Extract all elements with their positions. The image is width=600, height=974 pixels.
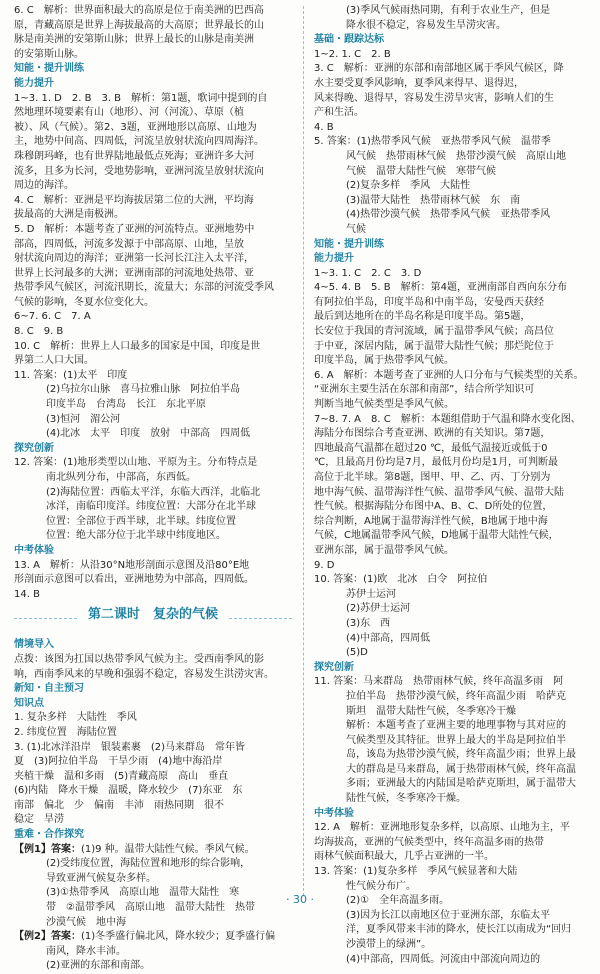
text-line: 洋，夏季风带来丰沛的降水，使长江以南成为“回归: [346, 924, 572, 936]
answer-label: 【例1】答案：: [14, 843, 81, 855]
text-line: 【例2】答案：(1)冬季盛行偏北风，降水较少；夏季盛行偏: [14, 931, 276, 943]
text-line: 带 ②温带季风 高原山地 温带大陆性 热带: [46, 902, 255, 914]
text-line: 10. 答案：(1)欧 北冰 白令 阿拉伯: [314, 574, 488, 586]
section-heading: 知能・提升训练: [314, 238, 384, 250]
column-divider: [303, 6, 304, 896]
text-line: 3. C 解析：亚洲的东部和南部地区属于季风气候区，降: [314, 63, 564, 75]
text-line: 冰洋，南临印度洋。纬度位置：大部分在北半球: [46, 501, 256, 513]
text-line: 3. (1)北冰洋沿岸 银装素裹 (2)马来群岛 常年皆: [14, 741, 246, 753]
text-line: 多雨；亚洲最大的内陆国是哈萨克斯坦，属于温带大: [346, 778, 576, 790]
section-heading: 探究创新: [14, 442, 54, 454]
text-line: 稳定 旱涝: [14, 814, 64, 826]
text-line: 射状流向周边的海洋；亚洲第一长河长江注入太平洋，: [14, 253, 254, 265]
text-line: 位置：绝大部分位于北半球中纬度地区。: [46, 530, 226, 542]
text-line: 14. B: [14, 588, 40, 600]
text-line: (3)①热带季风 高原山地 温带大陆性 寒: [46, 887, 240, 899]
text-line: 气候 温带大陆性气候 寒带气候: [346, 165, 496, 177]
text-line: 雨林气候面积最大，几乎占亚洲的一半。: [314, 851, 494, 863]
section-heading: 新知・自主预习: [14, 683, 84, 695]
text-line: 12. A 解析：亚洲地形复杂多样，以高原、山地为主，平: [314, 822, 570, 834]
text-line: 主，地势中间高、四周低，河流呈放射状流向四周海洋。: [14, 136, 264, 148]
text-line: 南北纵列分布，中部高，东西低。: [46, 472, 196, 483]
lesson-title: 第二课时 复杂的气候: [78, 608, 228, 623]
left-post-section: [14, 638, 292, 974]
text-line: 热带季风气候区，河流汛期长，流量大；东部的河流受季风: [14, 282, 274, 294]
text-line: 降水很不稳定，容易发生旱涝灾害。: [346, 19, 506, 31]
text-line: (5)D: [346, 647, 368, 659]
text-line: 的安第斯山脉。: [14, 48, 84, 60]
text-line: 部高，四周低，河流多发源于中部高原、山地，呈放: [14, 238, 244, 250]
text-line: 6~7. 6. C 7. A: [14, 311, 91, 323]
text-line: (3)东 西: [346, 617, 391, 629]
right-column: [314, 4, 590, 967]
text-line: 亚洲东部，属于温带季风气候。: [314, 544, 454, 556]
section-heading: 情境导入: [14, 639, 54, 651]
text-line: 【例1】答案：(1)9 种。温带大陆性气候。季风气候。: [14, 843, 255, 855]
text-line: 世界上长河最多的大洲；亚洲南部的河流地处热带、亚: [14, 267, 254, 279]
text-line: 13. 答案：(1)复杂多样 季风气候显著和大陆: [314, 866, 518, 878]
text-line: 拉伯半岛 热带沙漠气候，终年高温少雨 哈萨克: [346, 690, 566, 702]
text-line: 大的群岛是马来群岛，属于热带雨林气候，终年高温: [346, 763, 576, 775]
text-line: 风气候 热带雨林气候 热带沙漠气候 高原山地: [346, 150, 566, 162]
text-line: 南部 偏北 少 偏南 丰沛 雨热同期 很不: [14, 799, 224, 811]
text-line: 均海拔高，亚洲的气候类型中，终年高温多雨的热带: [314, 836, 544, 848]
text-line: 13. A 解析：从沿30°N地形剖面示意图及沿80°E地: [14, 559, 250, 571]
text-line: 高位于北半球。第8题，图甲、甲、乙、丙、丁分别为: [314, 472, 551, 483]
text-line: (3)季风气候雨热同期，有利于农业生产，但是: [346, 5, 551, 16]
text-line: 流多，且多为长河，受地势影响，亚洲河流呈放射状流向: [14, 165, 264, 177]
left-pre-section: [14, 4, 292, 602]
text-line: 形剖面示意图可以看出，亚洲地势为中部高，四周低。: [14, 574, 254, 586]
section-heading: 探究创新: [314, 661, 354, 673]
right-section: [314, 4, 590, 967]
section-heading: 能力提升: [314, 253, 354, 265]
text-line: (2)① 全年高温多雨。: [346, 895, 450, 907]
answer-label: 【例2】答案：: [14, 931, 81, 943]
text-line: (4)北冰 太平 印度 放射 中部高 四周低: [46, 428, 251, 440]
text-line: 最后到达地所在的半岛名称是印度半岛。第5题，: [314, 311, 531, 323]
text-line: 1. 复杂多样 大陆性 季风: [14, 712, 137, 724]
text-line: 沙漠气候 地中海: [46, 916, 126, 928]
text-line: 南风，降水丰沛。: [46, 945, 126, 957]
text-line: (4)中部高，四周低。河流由中部流向周边的: [346, 953, 541, 965]
text-line: 印度半岛 台湾岛 长江 东北平原: [46, 399, 206, 411]
text-line: 11. 答案：(1)太平 印度: [14, 369, 128, 381]
text-line: (2)乌拉尔山脉 喜马拉雅山脉 阿拉伯半岛: [46, 384, 241, 396]
lesson-heading: [14, 606, 292, 632]
section-heading: 知识点: [14, 697, 44, 709]
text-line: 于中亚，深居内陆，属于温带大陆性气候；那烂陀位于: [314, 340, 554, 352]
text-line: 性气候。根据海陆分布图中A、B、C、D所处的位置，: [314, 501, 553, 513]
text-line: (3)温带大陆性 热带雨林气候 东 南: [346, 194, 521, 206]
text-line: ℃，且最高月份均是7月，最低月份均是1月，可判断最: [314, 457, 558, 469]
text-line: 陆性气候，冬季寒冷干燥。: [346, 793, 466, 805]
text-line: (4)热带沙漠气候 热带季风气候 亚热带季风: [346, 209, 551, 221]
text-line: “亚洲东主要生活在东部和南部”，结合所学知识可: [314, 384, 535, 396]
text-line: (4)中部高，四周低: [346, 632, 431, 644]
text-line: 气候: [346, 223, 366, 235]
text-line: 斯坦 温带大陆性气候，冬季寒冷干燥: [346, 705, 516, 717]
text-line: 风来得晚、退得早，容易发生涝旱灾害，影响人们的生: [314, 92, 554, 104]
text-line: 4. B: [314, 121, 334, 133]
section-heading: 知能・提升训练: [14, 63, 84, 75]
text-line: 11. 答案：马来群岛 热带雨林气候，终年高温多雨 阿: [314, 676, 564, 688]
text-line: 四地最高气温都在超过20 ℃，最低气温接近或低于0: [314, 442, 548, 454]
text-line: 拔最高的大洲是南极洲。: [14, 209, 124, 221]
text-line: 点拨：该图为扛国以热带季风气候为主。受西南季风的影: [14, 653, 264, 665]
section-heading: 能力提升: [14, 77, 54, 89]
text-line: (3)恒河 湄公河: [46, 413, 121, 425]
text-line: 岛，该岛为热带沙漠气候，终年高温少雨；世界上最: [346, 749, 576, 761]
text-line: 夹植干燥 温和多雨 (5)青藏高原 高山 垂直: [14, 770, 229, 782]
text-line: 水主要受夏季风影响，夏季风来得早、退得迟，: [314, 77, 524, 89]
text-line: 气候，C地属温带季风气候，D地属于温带大陆性气候，: [314, 530, 559, 542]
text-line: 综合判断，A地属于温带海洋性气候，B地属于地中海: [314, 515, 548, 527]
text-line: 界第二人口大国。: [14, 355, 94, 367]
left-column: [14, 4, 292, 974]
text-line: 1~2. 1. C 2. B: [314, 48, 391, 60]
text-line: 5. D 解析：本题考查了亚洲的河流特点。亚洲地势中: [14, 223, 255, 235]
text-line: 判断当地气候类型是季风气候。: [314, 399, 454, 411]
text-line: 7~8. 7. A 8. C 解析：本题组借助于气温和降水变化图、: [314, 413, 581, 425]
section-heading: 中考体验: [14, 544, 54, 556]
text-line: 气候类型及其特征。世界上最大的半岛是阿拉伯半: [346, 734, 566, 746]
text-line: 9. D: [314, 559, 335, 571]
text-line: (2)复杂多样 季风 大陆性: [346, 180, 471, 192]
text-line: 5. 答案：(1)热带季风气候 亚热带季风气候 温带季: [314, 136, 551, 148]
text-line: 解析：本题考查了亚洲主要的地理事物与其对应的: [346, 720, 566, 732]
text-line: 1~3. 1. D 2. B 3. B 解析：第1题，歌词中提到的自: [14, 92, 268, 104]
text-line: (2)苏伊士运河: [346, 603, 411, 615]
text-line: 气候的影响，冬夏水位变化大。: [14, 296, 154, 308]
text-line: 产和生活。: [314, 107, 364, 119]
text-line: 6. A 解析：本题考查了亚洲的人口分布与气候类型的关系。: [314, 369, 584, 381]
text-line: (2)受纬度位置，海陆位置和地形的综合影响，: [46, 858, 251, 870]
text-line: 2. 纬度位置 海陆位置: [14, 726, 117, 738]
text-line: (6)内陆 降水干燥 温暖，降水较少 (7)东亚 东: [14, 785, 243, 797]
text-line: 周边的海洋。: [14, 180, 74, 192]
text-line: 1~3. 1. C 2. C 3. D: [314, 267, 422, 279]
text-line: 原，青藏高原是世界上海拔最高的大高原；世界最长的山: [14, 19, 264, 31]
text-line: 脉是南美洲的安第斯山脉；世界上最长的山脉是南美洲: [14, 34, 254, 46]
section-heading: 中考体验: [314, 807, 354, 819]
text-line: 海陆分布图综合考查亚洲、欧洲的有关知识。第7题，: [314, 428, 551, 440]
text-line: 被）、风（气候）。第2、3题，亚洲地形以高原、山地为: [14, 121, 257, 133]
text-line: 性气候分布广。: [346, 880, 416, 892]
text-line: (3)因为长江以南地区位于亚洲东部，东临太平: [346, 909, 551, 921]
section-heading: 重难・合作探究: [14, 829, 84, 841]
text-line: 印度半岛，属于热带季风气候。: [314, 355, 454, 367]
text-line: 响，西南季风来的早晚和强弱不稳定，容易发生洪涝灾害。: [14, 668, 274, 680]
text-line: (2)亚洲的东部和南部。: [46, 960, 151, 972]
text-line: 位置：全部位于西半球，北半球。纬度位置: [46, 515, 236, 527]
text-line: 夏 (3)阿拉伯半岛 干旱少雨 (4)地中海沿岸: [14, 756, 223, 768]
section-heading: 基础・跟踪达标: [314, 34, 384, 46]
text-line: 6. C 解析：世界面积最大的高原是位于南美洲的巴西高: [14, 5, 264, 16]
text-line: 地中海气候、温带海洋性气候、温带季风气候、温带大陆: [314, 486, 564, 498]
text-line: 珠穆朗玛峰，也有世界陆地最低点死海；亚洲许多大河: [14, 150, 254, 162]
text-line: 沙漠带上的绿洲”。: [346, 939, 432, 950]
text-line: 然地理环境要素有山（地形）、河（河流）、草原（植: [14, 107, 244, 119]
text-line: 长安位于我国的青河流域，属于温带季风气候；高昌位: [314, 326, 554, 338]
text-line: 8. C 9. B: [14, 326, 64, 338]
text-line: (2)海陆位置：西临太平洋，东临大西洋，北临北: [46, 486, 261, 498]
text-line: 12. 答案：(1)地形类型以山地、平原为主。分布特点是: [14, 457, 258, 469]
text-line: 4. C 解析：亚洲是平均海拔居第二位的大洲，平均海: [14, 194, 254, 206]
text-line: 4~5. 4. B 5. B 解析：第4题，亚洲南部自西向东分布: [314, 282, 567, 294]
text-line: 有阿拉伯半岛，印度半岛和中南半岛，安曼西天获经: [314, 296, 544, 308]
text-line: 苏伊士运河: [346, 588, 396, 600]
text-line: 导致亚洲气候复杂多样。: [46, 872, 156, 884]
page-number: · 30 ·: [286, 893, 314, 906]
text-line: 10. C 解析：世界上人口最多的国家是中国，印度是世: [14, 340, 261, 352]
